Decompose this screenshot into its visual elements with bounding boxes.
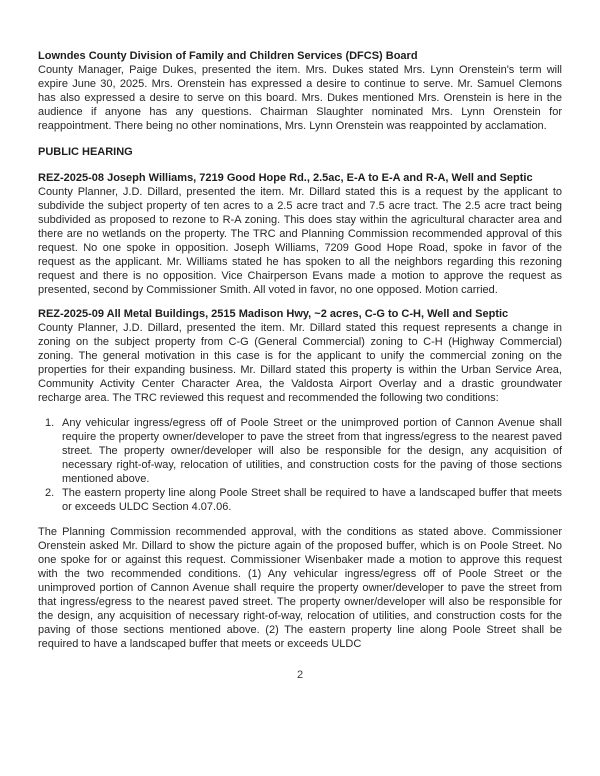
rez-2025-09-paragraph: County Planner, J.D. Dillard, presented the item. Mr. Dillard stated this request represents a change in zoning on the subject property from C-G (General Commercial) zoning to C-H (Highway Commercial) zoning. The general motivation in this case is for the applicant to unify the commercial zoning on the properties for their expanding business. Mr. Dillard stated this property is within the Urban Service Area, Community Activity Center Character Area, the Valdosta Airport Overlay and a drastic groundwater recharge area. The TRC reviewed this request and recommended the following two conditions: xyxy=(38,322,562,404)
dfcs-board-paragraph: County Manager, Paige Dukes, presented the item. Mrs. Dukes stated Mrs. Lynn Orenstein's term will expire June 30, 2025. Mrs. Orenstein has expressed a desire to continue to serve. Mr. Samuel Clemons has also expressed a desire to serve on this board. Mrs. Dukes mentioned Mrs. Orenstein is here in the audience if anyone has any questions. Chairman Slaughter nominated Mrs. Lynn Orenstein for reappointment. There being no other nominations, Mrs. Lynn Orenstein was reappointed by acclamation. xyxy=(38,64,562,132)
page-number: 2 xyxy=(296,669,304,681)
condition-2-text: The eastern property line along Poole Street shall be required to have a landscaped buffer that meets or exceeds ULDC Section 4.07.06. xyxy=(62,487,562,513)
section-dfcs-board xyxy=(38,49,562,133)
condition-item-1 xyxy=(38,416,562,486)
condition-1-number: 1. xyxy=(45,417,55,429)
dfcs-board-heading: Lowndes County Division of Family and Children Services (DFCS) Board xyxy=(38,50,418,62)
condition-2-number: 2. xyxy=(45,487,55,499)
section-rez-2025-08 xyxy=(38,171,562,297)
rez-2025-09-closing-paragraph: The Planning Commission recommended approval, with the conditions as stated above. Commissioner Orenstein asked Mr. Dillard to show the picture again of the proposed buffer, which is on Poole Street. No one spoke for or against this request. Commissioner Wisenbaker made a motion to approve this request with the two recommended conditions. (1) Any vehicular ingress/egress off of Poole Street or the unimproved portion of Cannon Avenue shall require the property owner/developer to pave the street from that ingress/egress to the nearest paved street. The property owner/developer will also be responsible for the design, any acquisition of necessary right-of-way, relocation of utilities, and construction costs for the paving of those sections mentioned above. (2) The eastern property line along Poole Street shall be required to have a landscaped buffer that meets or exceeds ULDC xyxy=(38,526,562,650)
rez-2025-08-heading: REZ-2025-08 Joseph Williams, 7219 Good Hope Rd., 2.5ac, E-A to E-A and R-A, Well and Septic xyxy=(38,172,533,184)
rez-2025-08-paragraph: County Planner, J.D. Dillard, presented the item. Mr. Dillard stated this is a request by the applicant to subdivide the subject property of ten acres to a 2.5 acre tract and 7.5 acre tract. The 2.5 acre tract being subdivided as proposed to rezone to R-A zoning. This does stay within the agricultural character area and there are no wetlands on the property. The TRC and Planning Commission recommended approval of this request. No one spoke in opposition. Joseph Williams, 7209 Good Hope Road, spoke in favor of the request as the applicant. Mr. Williams stated he has spoken to all the neighbors regarding this rezoning request and there is no opposition. Vice Chairperson Evans made a motion to approve the request as presented, second by Commissioner Smith. All voted in favor, no one opposed. Motion carried. xyxy=(38,186,562,296)
condition-item-2 xyxy=(38,486,562,514)
section-rez-2025-09 xyxy=(38,307,562,651)
condition-1-text: Any vehicular ingress/egress off of Poole Street or the unimproved portion of Cannon Avenue shall require the property owner/developer to pave the street from that ingress/egress to the nearest paved street. The property owner/developer will also be responsible for the design, any acquisition of necessary right-of-way, relocation of utilities, and construction costs for the paving of those sections mentioned above. xyxy=(62,417,562,485)
conditions-list xyxy=(38,416,562,514)
public-hearing-heading: PUBLIC HEARING xyxy=(38,146,133,158)
rez-2025-09-heading: REZ-2025-09 All Metal Buildings, 2515 Madison Hwy, ~2 acres, C-G to C-H, Well and Septic xyxy=(38,308,509,320)
